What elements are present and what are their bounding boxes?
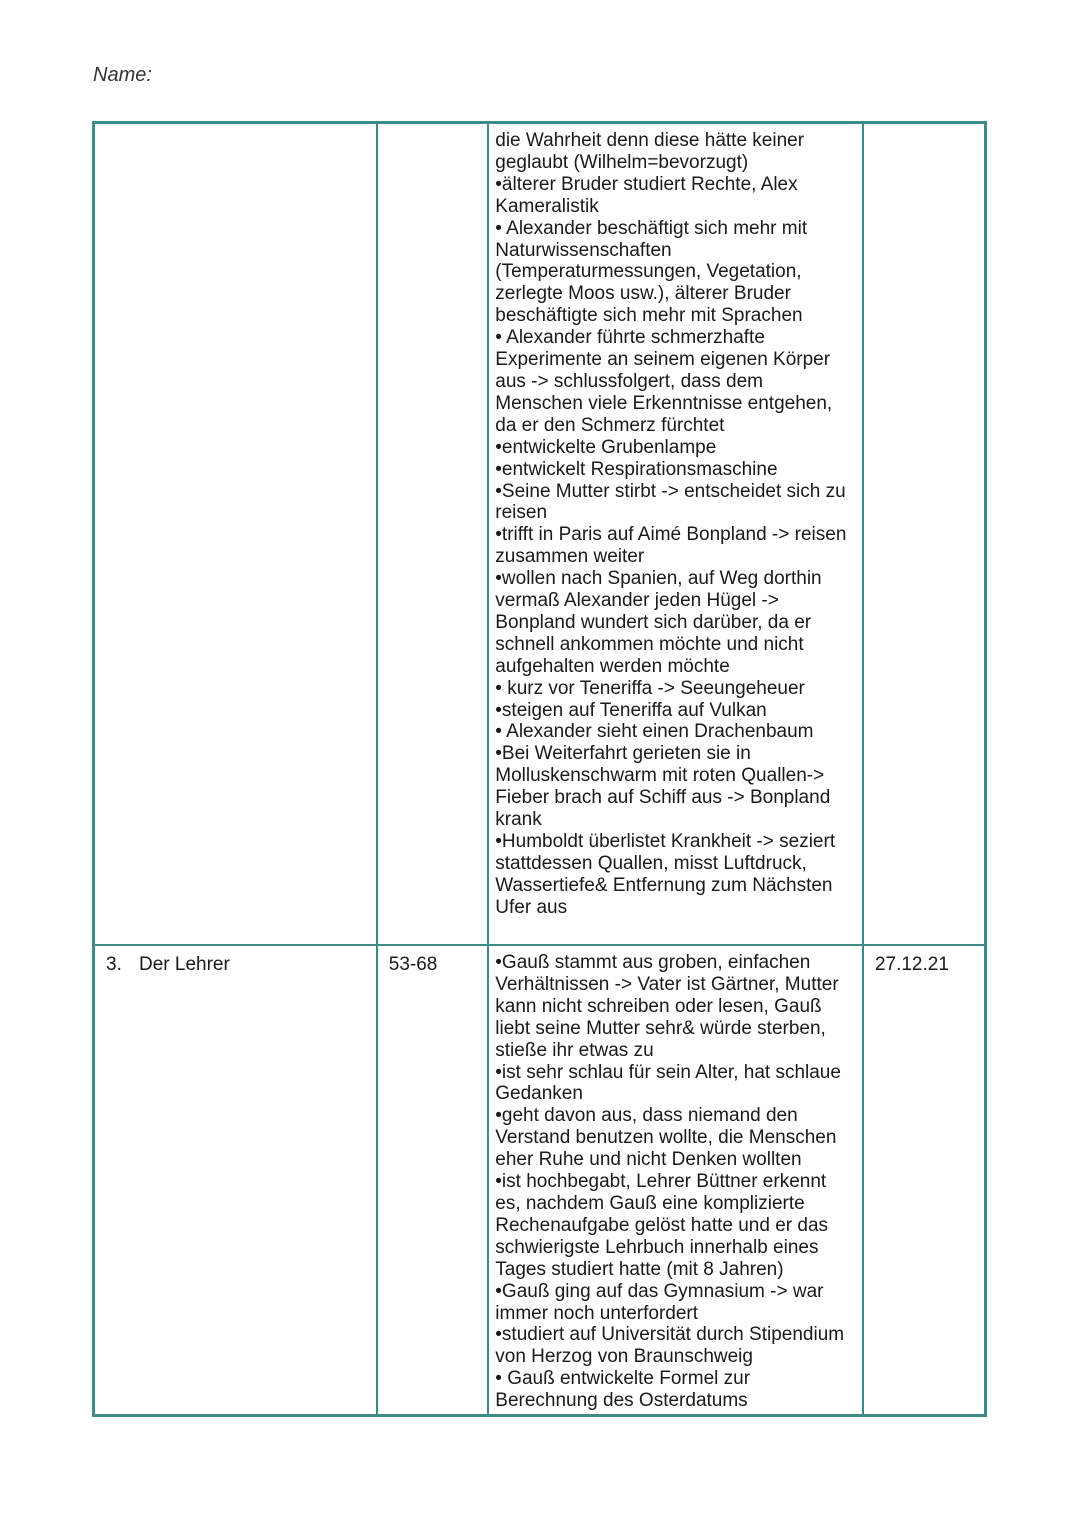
note-line: •studiert auf Universität durch Stipendium: [495, 1324, 845, 1346]
note-line: • Alexander beschäftigt sich mehr mit: [495, 217, 808, 239]
table-row: [94, 945, 986, 1416]
note-line: •ist hochbegabt, Lehrer Büttner erkennt: [495, 1171, 827, 1193]
note-line: Berechnung des Osterdatums: [495, 1390, 748, 1412]
note-line: schwierigste Lehrbuch innerhalb eines: [495, 1236, 819, 1258]
note-line: geglaubt (Wilhelm=bevorzugt): [495, 151, 749, 173]
note-line: stattdessen Quallen, misst Luftdruck,: [495, 852, 807, 874]
note-line: Naturwissenschaften: [495, 239, 672, 261]
note-line: •wollen nach Spanien, auf Weg dorthin: [495, 568, 822, 590]
note-line: (Temperaturmessungen, Vegetation,: [495, 261, 802, 283]
page-range: 53-68: [388, 954, 438, 975]
table-row: [94, 123, 986, 946]
chapter-cell: [94, 945, 377, 1416]
page-range: [378, 124, 488, 132]
note-line: Experimente an seinem eigenen Körper: [495, 349, 831, 371]
entry-date: 27.12.21: [874, 954, 949, 975]
note-line: • Gauß entwickelte Formel zur: [495, 1368, 751, 1390]
note-line: Kameralistik: [495, 195, 599, 217]
chapter-number: 3.: [106, 954, 122, 975]
note-line: aufgehalten werden möchte: [495, 655, 730, 677]
reading-log-table: [92, 121, 987, 1417]
date-cell: [863, 945, 986, 1416]
note-line: Verhältnissen -> Vater ist Gärtner, Mutter: [495, 973, 839, 995]
note-line: • Alexander führte schmerzhafte: [495, 327, 765, 349]
note-line: •trifft in Paris auf Aimé Bonpland -> reisen: [495, 524, 847, 546]
note-line: • Alexander sieht einen Drachenbaum: [495, 721, 814, 743]
chapter-title: Der Lehrer: [139, 954, 230, 975]
note-line: • kurz vor Teneriffa -> Seeungeheuer: [495, 677, 805, 699]
name-label: Name:: [93, 64, 152, 86]
note-line: •Gauß ging auf das Gymnasium -> war: [495, 1280, 824, 1302]
note-line: Rechenaufgabe gelöst hatte und er das: [495, 1214, 829, 1236]
note-line: •Gauß stammt aus groben, einfachen: [495, 952, 811, 973]
pages-cell: [377, 123, 489, 946]
note-line: Wassertiefe& Entfernung zum Nächsten: [495, 874, 833, 896]
note-line: es, nachdem Gauß eine komplizierte: [495, 1192, 805, 1214]
notes-list: [489, 946, 862, 1412]
note-line: stieße ihr etwas zu: [495, 1039, 654, 1061]
note-line: beschäftigte sich mehr mit Sprachen: [495, 305, 803, 327]
entry-date: [864, 124, 984, 132]
note-line: kann nicht schreiben oder lesen, Gauß: [495, 995, 822, 1017]
pages-cell: [377, 945, 489, 1416]
note-line: •Humboldt überlistet Krankheit -> seziert: [495, 831, 836, 852]
note-line: Verstand benutzen wollte, die Menschen: [495, 1127, 837, 1149]
notes-cell: [488, 123, 863, 946]
note-line: immer noch unterfordert: [495, 1302, 699, 1324]
note-line: zusammen weiter: [495, 546, 645, 568]
date-cell: [863, 123, 986, 946]
note-line: aus -> schlussfolgert, dass dem: [495, 370, 763, 392]
note-line: •ist sehr schlau für sein Alter, hat schlaue: [495, 1061, 841, 1083]
note-line: Fieber brach auf Schiff aus -> Bonpland: [495, 787, 831, 809]
note-line: Bonpland wundert sich darüber, da er: [495, 611, 812, 633]
note-line: •entwickelte Grubenlampe: [495, 436, 717, 458]
note-line: da er den Schmerz fürchtet: [495, 414, 725, 436]
note-line: •geht davon aus, dass niemand den: [495, 1105, 798, 1127]
notes-list: [489, 124, 862, 919]
note-line: •älterer Bruder studiert Rechte, Alex: [495, 173, 798, 195]
note-line: liebt seine Mutter sehr& würde sterben,: [495, 1017, 826, 1039]
note-line: vermaß Alexander jeden Hügel ->: [495, 590, 779, 612]
note-line: schnell ankommen möchte und nicht: [495, 633, 804, 655]
note-line: Tages studiert hatte (mit 8 Jahren): [495, 1258, 784, 1280]
note-line: reisen: [495, 502, 548, 524]
note-line: Gedanken: [495, 1083, 583, 1105]
note-line: zerlegte Moos usw.), älterer Bruder: [495, 283, 791, 305]
chapter-cell: [94, 123, 377, 946]
note-line: die Wahrheit denn diese hätte keiner: [495, 130, 805, 151]
note-line: •Bei Weiterfahrt gerieten sie in: [495, 743, 751, 765]
note-line: Menschen viele Erkenntnisse entgehen,: [495, 392, 833, 414]
note-line: eher Ruhe und nicht Denken wollten: [495, 1149, 802, 1171]
note-line: •steigen auf Teneriffa auf Vulkan: [495, 699, 767, 721]
note-line: •entwickelt Respirationsmaschine: [495, 458, 778, 480]
note-line: von Herzog von Braunschweig: [495, 1346, 753, 1368]
notes-cell: [488, 945, 863, 1416]
note-line: krank: [495, 809, 542, 831]
note-line: Ufer aus: [495, 896, 568, 918]
note-line: Molluskenschwarm mit roten Quallen->: [495, 765, 825, 787]
note-line: •Seine Mutter stirbt -> entscheidet sich zu: [495, 480, 846, 502]
